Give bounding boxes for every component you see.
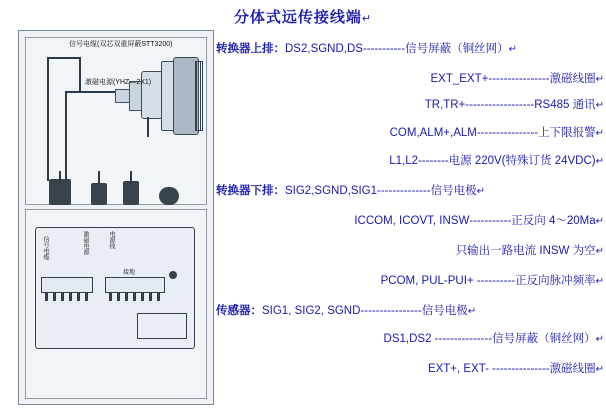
wiring-illustration xyxy=(18,30,214,405)
title-pilcrow: ↵ xyxy=(361,13,373,25)
row-pilcrow: ↵ xyxy=(595,74,604,85)
terminal-pin xyxy=(157,293,160,301)
list-item xyxy=(216,70,604,86)
terminal-pin xyxy=(117,293,120,301)
row-body: SIG1, SIG2, SGND----------------信号电极 xyxy=(262,305,468,317)
row-body: DS1,DS2 ---------------信号屏蔽（铜丝网） xyxy=(383,333,596,345)
row-pilcrow: ↵ xyxy=(595,334,604,345)
label-signal-cable: 信号电缆(双芯双重屏蔽STT3200) xyxy=(69,41,173,48)
row-pilcrow: ↵ xyxy=(595,100,604,111)
row-body: 只输出一路电流 INSW 为空 xyxy=(455,245,596,257)
terminal-pin xyxy=(109,293,112,301)
row-pilcrow: ↵ xyxy=(595,276,604,287)
label-bottom-signal-cable: 信号电缆 xyxy=(42,236,48,260)
sensor-flange-right xyxy=(195,61,203,131)
conduit-foot-2 xyxy=(91,183,107,205)
row-pilcrow: ↵ xyxy=(595,216,604,227)
page-title-text: 分体式远传接线端 xyxy=(233,9,362,26)
foot-stem-3 xyxy=(130,171,132,183)
list-item xyxy=(216,124,604,140)
cable-line-coil-top xyxy=(65,91,117,93)
terminal-pin xyxy=(53,293,56,301)
list-item xyxy=(216,152,604,168)
sensor-stem xyxy=(147,117,149,137)
conduit-foot-4 xyxy=(159,187,179,205)
row-body: ICCOM, ICOVT, INSW-----------正反向 4～20Ma xyxy=(354,215,596,227)
terminal-pin xyxy=(61,293,64,301)
cable-line-signal xyxy=(47,57,49,181)
row-body: DS2,SGND,DS-----------信号屏蔽（铜丝网） xyxy=(285,43,509,55)
page-title xyxy=(0,6,606,27)
row-pilcrow: ↵ xyxy=(595,364,604,375)
row-body: EXT+, EXT- ---------------激磁线圈 xyxy=(427,363,596,375)
row-pilcrow: ↵ xyxy=(508,44,517,55)
row-pilcrow: ↵ xyxy=(595,246,604,257)
row-body: PCOM, PUL-PUI+ ----------正反向脉冲频率 xyxy=(380,275,596,287)
row-body: COM,ALM+,ALM----------------上下限报警 xyxy=(389,127,596,139)
converter-module xyxy=(137,313,187,339)
row-lead: 传感器： xyxy=(216,305,262,317)
terminal-pin xyxy=(141,293,144,301)
terminal-strip-lower xyxy=(105,277,165,293)
terminal-pin xyxy=(125,293,128,301)
terminal-pin xyxy=(133,293,136,301)
row-pilcrow: ↵ xyxy=(595,156,604,167)
terminal-strip-upper xyxy=(41,277,93,293)
terminal-pin xyxy=(149,293,152,301)
row-body: SIG2,SGND,SIG1--------------信号电极 xyxy=(285,185,477,197)
list-item xyxy=(216,40,604,56)
list-item xyxy=(216,302,604,318)
row-body: EXT_EXT+----------------激磁线圈 xyxy=(430,73,596,85)
label-bottom-ground: 接地 xyxy=(123,270,136,276)
list-item xyxy=(216,330,604,346)
foot-stem-1 xyxy=(59,171,61,183)
ground-screw xyxy=(169,271,177,279)
list-item xyxy=(216,242,604,258)
list-item xyxy=(216,182,604,198)
cable-line-signal-down xyxy=(79,57,81,91)
list-item xyxy=(216,272,604,288)
label-bottom-power: 电源线 xyxy=(108,231,114,249)
foot-stem-2 xyxy=(98,171,100,185)
list-item xyxy=(216,96,604,112)
cable-line-signal-top xyxy=(47,57,81,59)
label-excitation-power: 激磁电源(YHZ—2X1) xyxy=(85,79,152,86)
row-body: TR,TR+------------------RS485 通讯 xyxy=(424,99,596,111)
row-pilcrow: ↵ xyxy=(595,128,604,139)
row-lead: 转换器下排： xyxy=(216,185,285,197)
terminal-pin xyxy=(85,293,88,301)
label-bottom-excitation: 激磁电源 xyxy=(82,231,88,255)
terminal-pin xyxy=(77,293,80,301)
terminal-description-list xyxy=(216,34,604,406)
row-pilcrow: ↵ xyxy=(476,186,486,197)
list-item xyxy=(216,360,604,376)
conduit-foot-3 xyxy=(123,181,139,205)
list-item xyxy=(216,212,604,228)
terminal-pin xyxy=(45,293,48,301)
row-lead: 转换器上排： xyxy=(216,43,285,55)
cable-line-coil xyxy=(65,91,67,181)
terminal-pin xyxy=(69,293,72,301)
row-pilcrow: ↵ xyxy=(467,306,477,317)
row-body: L1,L2--------电源 220V(特殊订货 24VDC) xyxy=(389,155,596,167)
